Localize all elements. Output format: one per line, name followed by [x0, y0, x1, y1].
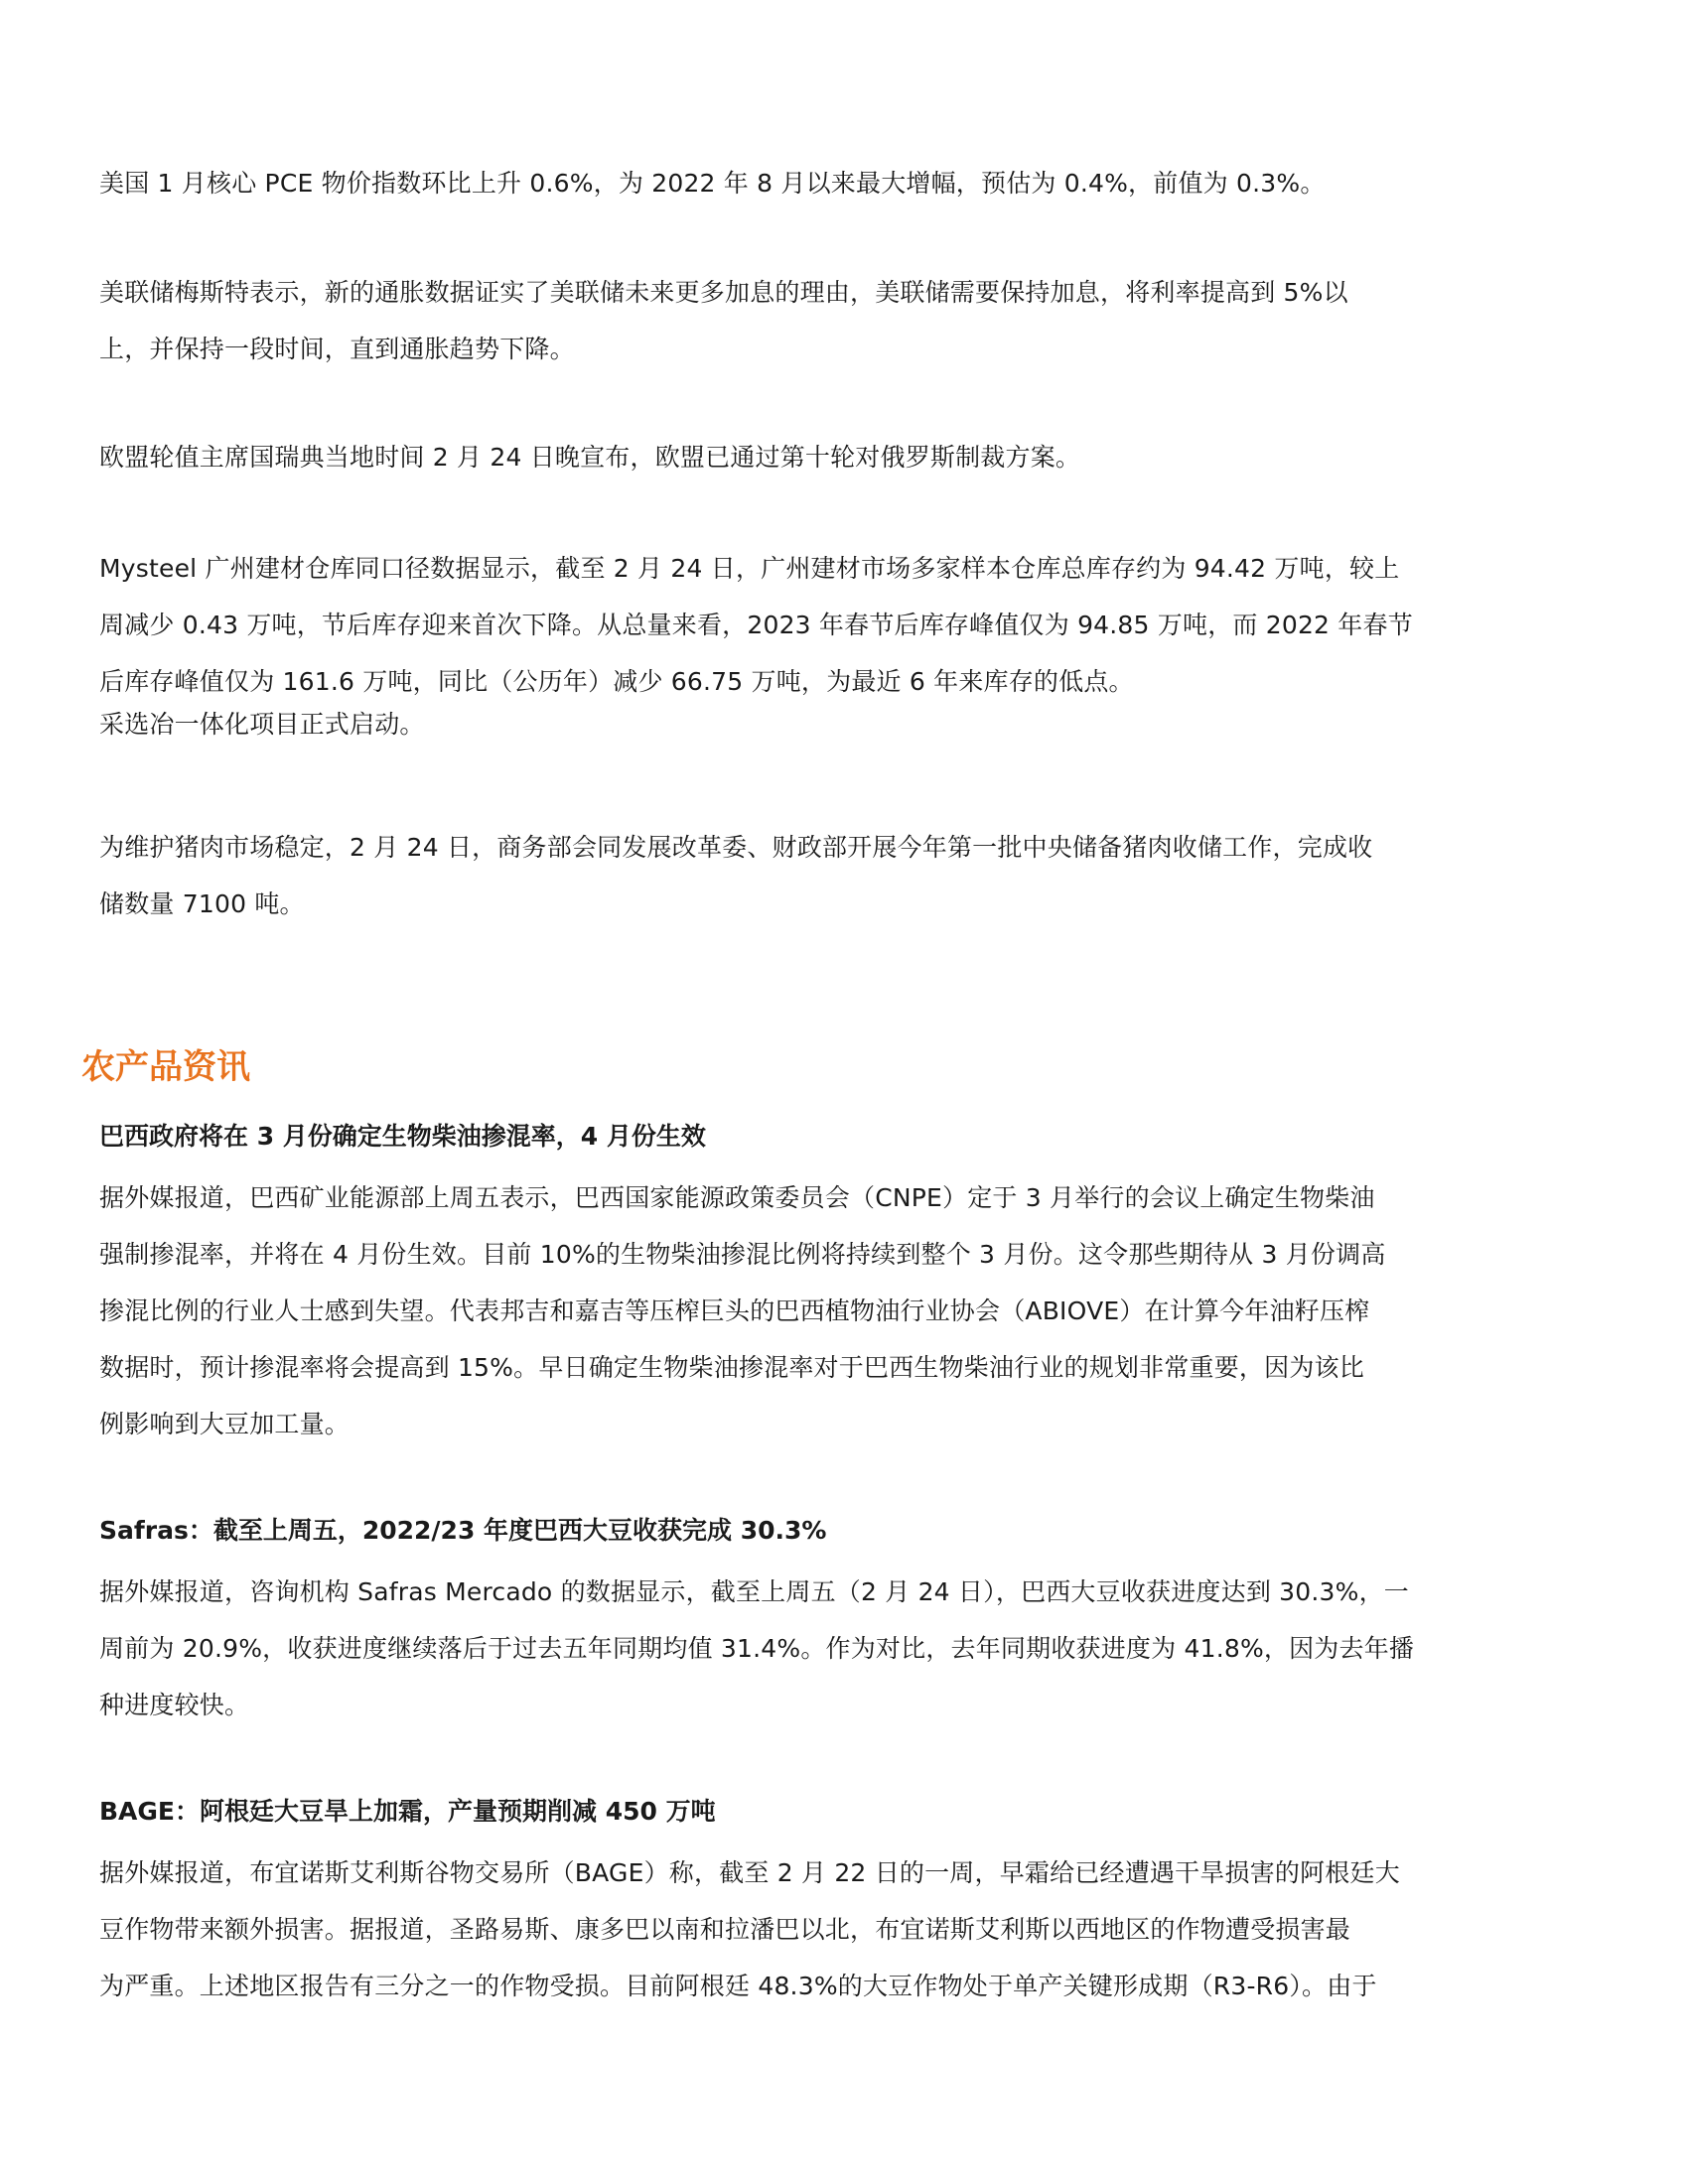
text-line: 采选冶一体化项目正式启动。: [99, 710, 425, 739]
text-line: 数据时，预计掺混率将会提高到 15%。早日确定生物柴油掺混率对于巴西生物柴油行业的规划非常重要，因为该比: [99, 1353, 1364, 1382]
news-paragraph-pce: [99, 155, 1569, 211]
text-line: 据外媒报道，布宜诺斯艾利斯谷物交易所（BAGE）称，截至 2 月 22 日的一周，早霜给已经遭遇干旱损害的阿根廷大: [99, 1858, 1400, 1887]
text-line: 美国 1 月核心 PCE 物价指数环比上升 0.6%，为 2022 年 8 月以来最大增幅，预估为 0.4%，前值为 0.3%。: [99, 169, 1326, 198]
text-line: 据外媒报道，巴西矿业能源部上周五表示，巴西国家能源政策委员会（CNPE）定于 3 月举行的会议上确定生物柴油: [99, 1183, 1375, 1212]
text-line: 掺混比例的行业人士感到失望。代表邦吉和嘉吉等压榨巨头的巴西植物油行业协会（ABIOVE）在计算今年油籽压榨: [99, 1297, 1370, 1325]
article-heading-safras: Safras：截至上周五，2022/23 年度巴西大豆收获完成 30.3%: [99, 1516, 827, 1545]
news-paragraph-pork-reserve: [99, 819, 1569, 932]
text-line: 上，并保持一段时间，直到通胀趋势下降。: [99, 335, 575, 363]
text-line: 储数量 7100 吨。: [99, 889, 305, 918]
article-heading-bage: BAGE：阿根廷大豆旱上加霜，产量预期削减 450 万吨: [99, 1797, 716, 1826]
section-title: 农产品资讯: [81, 1047, 250, 1087]
article-body-safras: [99, 1564, 1569, 1733]
text-line: 欧盟轮值主席国瑞典当地时间 2 月 24 日晚宣布，欧盟已通过第十轮对俄罗斯制裁方案。: [99, 443, 1081, 472]
text-line: 周减少 0.43 万吨，节后库存迎来首次下降。从总量来看，2023 年春节后库存峰值仅为 94.85 万吨，而 2022 年春节: [99, 611, 1413, 639]
text-line: 强制掺混率，并将在 4 月份生效。目前 10%的生物柴油掺混比例将持续到整个 3 月份。这令那些期待从 3 月份调高: [99, 1240, 1386, 1269]
text-line: 种进度较快。: [99, 1691, 250, 1719]
text-line: 例影响到大豆加工量。: [99, 1410, 351, 1438]
text-line: Mysteel 广州建材仓库同口径数据显示，截至 2 月 24 日，广州建材市场多家样本仓库总库存约为 94.42 万吨，较上: [99, 554, 1400, 583]
text-line: 美联储梅斯特表示，新的通胀数据证实了美联储未来更多加息的理由，美联储需要保持加息，将利率提高到 5%以: [99, 278, 1348, 307]
news-paragraph-mysteel: [99, 540, 1569, 752]
article-heading-brazil-biodiesel: 巴西政府将在 3 月份确定生物柴油掺混率，4 月份生效: [99, 1122, 706, 1151]
news-paragraph-eu-sanctions: [99, 429, 1569, 485]
text-line: 为严重。上述地区报告有三分之一的作物受损。目前阿根廷 48.3%的大豆作物处于单产关键形成期（R3-R6）。由于: [99, 1972, 1377, 2000]
text-line: 据外媒报道，咨询机构 Safras Mercado 的数据显示，截至上周五（2 月 24 日），巴西大豆收获进度达到 30.3%，一: [99, 1577, 1409, 1606]
text-line: 周前为 20.9%，收获进度继续落后于过去五年同期均值 31.4%。作为对比，去年同期收获进度为 41.8%，因为去年播: [99, 1634, 1415, 1663]
text-line: 后库存峰值仅为 161.6 万吨，同比（公历年）减少 66.75 万吨，为最近 6 年来库存的低点。: [99, 667, 1134, 696]
article-body-brazil-biodiesel: [99, 1169, 1569, 1452]
article-body-bage: [99, 1844, 1569, 2014]
news-paragraph-fed: [99, 264, 1569, 377]
text-line: 为维护猪肉市场稳定，2 月 24 日，商务部会同发展改革委、财政部开展今年第一批中央储备猪肉收储工作，完成收: [99, 833, 1373, 862]
text-line: 豆作物带来额外损害。据报道，圣路易斯、康多巴以南和拉潘巴以北，布宜诺斯艾利斯以西地区的作物遭受损害最: [99, 1915, 1351, 1944]
